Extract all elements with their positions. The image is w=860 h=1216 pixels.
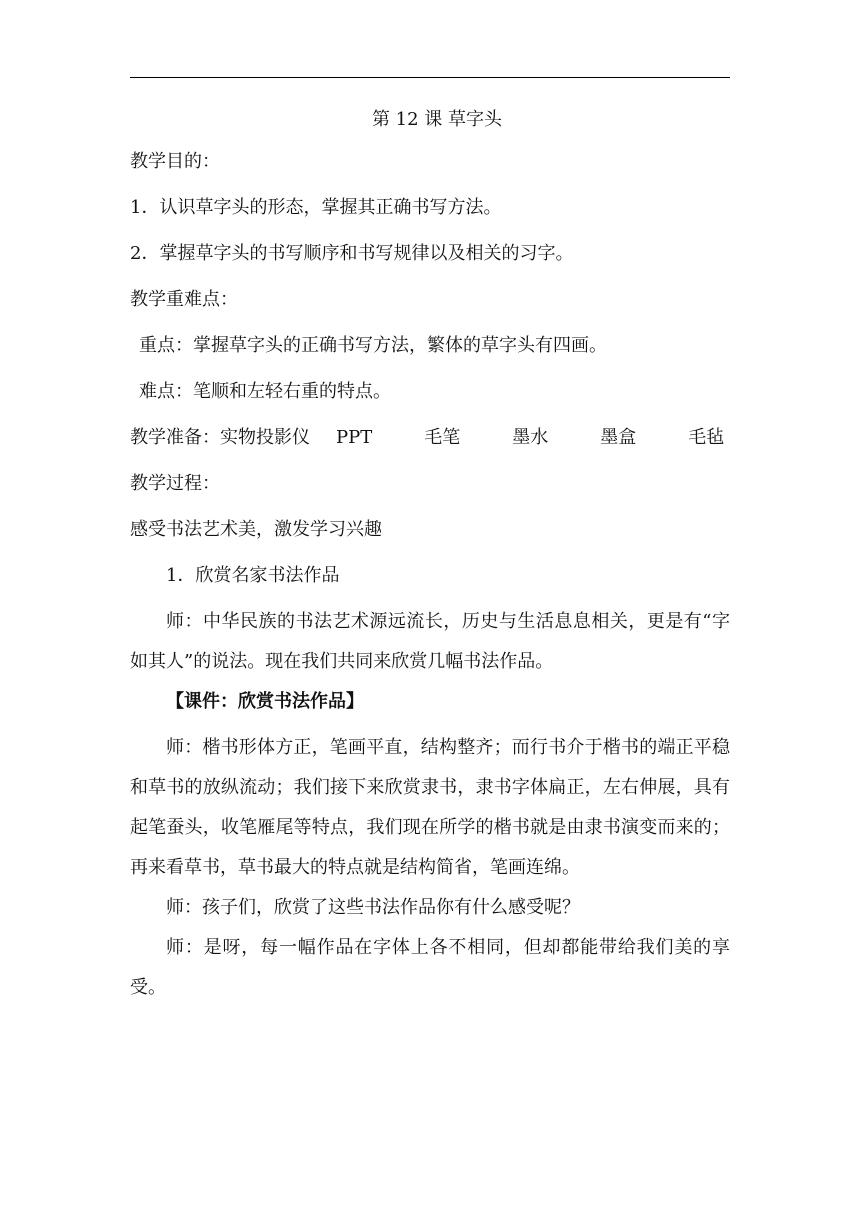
process-heading: 教学过程： — [130, 473, 220, 494]
preparation-line — [130, 426, 730, 472]
key-point-difficulty: 难点：笔顺和左轻右重的特点。 — [139, 381, 391, 402]
key-points-heading: 教学重难点： — [130, 289, 238, 310]
document-body — [130, 108, 730, 1008]
preparation-item: 毛笔 — [424, 427, 461, 448]
key-point-focus: 重点：掌握草字头的正确书写方法，繁体的草字头有四画。 — [139, 335, 607, 356]
process-step: 1．欣赏名家书法作品 — [166, 565, 340, 586]
preparation-label: 教学准备： — [130, 427, 220, 448]
header-rule — [130, 77, 730, 78]
objectives-heading: 教学目的： — [130, 151, 220, 172]
courseware-label: 【课件：欣赏书法作品】 — [166, 691, 364, 712]
preparation-item: 毛毡 — [688, 427, 725, 448]
lesson-title: 第 12 课 草字头 — [371, 109, 503, 130]
paragraph-3: 师：孩子们，欣赏了这些书法作品你有什么感受呢？ — [166, 897, 580, 918]
objective-item-1: 1．认识草字头的形态，掌握其正确书写方法。 — [130, 197, 502, 218]
paragraph-1: 师：中华民族的书法艺术源远流长，历史与生活息息相关，更是有“字如其人”的说法。现在我们共同来欣赏几幅书法作品。 — [130, 611, 730, 672]
preparation-item: 墨盒 — [600, 427, 637, 448]
paragraph-4: 师：是呀，每一幅作品在字体上各不相同，但却都能带给我们美的享受。 — [130, 937, 730, 998]
paragraph-2: 师：楷书形体方正，笔画平直，结构整齐；而行书介于楷书的端正平稳和草书的放纵流动；我们接下来欣赏隶书，隶书字体扁正，左右伸展，具有起笔蚕头，收笔雁尾等特点，我们现在所学的楷书就是由隶书演变而来的；再来看草书，草书最大的特点就是结构简省，笔画连绵。 — [130, 737, 730, 878]
objective-item-2: 2．掌握草字头的书写顺序和书写规律以及相关的习字。 — [130, 243, 574, 264]
preparation-item: PPT — [336, 427, 373, 448]
preparation-item: 墨水 — [512, 427, 549, 448]
process-section: 感受书法艺术美，激发学习兴趣 — [130, 519, 382, 540]
preparation-item: 实物投影仪 — [220, 427, 310, 448]
